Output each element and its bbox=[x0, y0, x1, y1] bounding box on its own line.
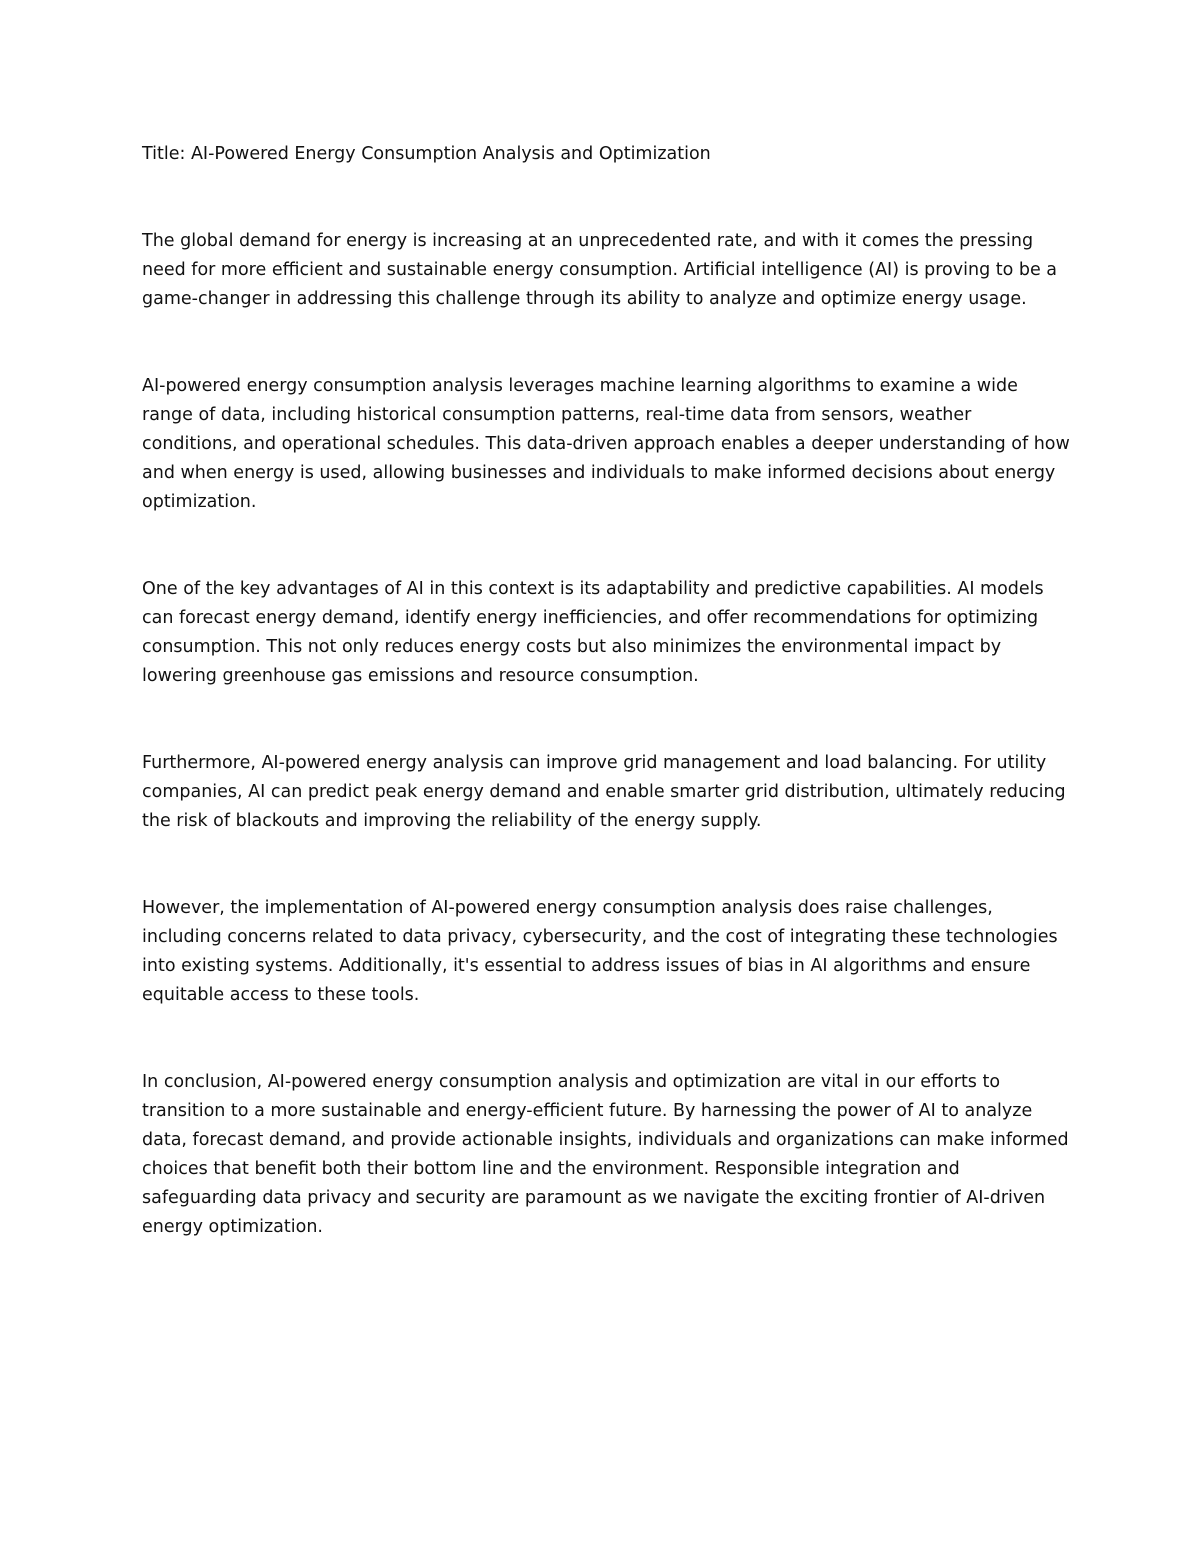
paragraph-conclusion: In conclusion, AI-powered energy consumption analysis and optimization are vital in our efforts to transition to a more sustainable and energy-efficient future. By harnessing the power of AI to analyze data, forecast demand, and provide actionable insights, individuals and organizations can make informed choices that benefit both their bottom line and the environment. Responsible integration and safeguarding data privacy and security are paramount as we navigate the exciting frontier of AI-driven energy optimization. bbox=[142, 1072, 1069, 1237]
paragraph-advantages: One of the key advantages of AI in this context is its adaptability and predictive capabilities. AI models can forecast energy demand, identify energy inefficiencies, and offer recommendations for optimizing consumption. This not only reduces energy costs but also minimizes the environmental impact by lowering greenhouse gas emissions and resource consumption. bbox=[142, 579, 1044, 686]
paragraph-analysis: AI-powered energy consumption analysis leverages machine learning algorithms to examine a wide range of data, including historical consumption patterns, real-time data from sensors, weather conditions, and operational schedules. This data-driven approach enables a deeper understanding of how and when energy is used, allowing businesses and individuals to make informed decisions about energy optimization. bbox=[142, 376, 1070, 512]
paragraph-grid-management: Furthermore, AI-powered energy analysis can improve grid management and load balancing. For utility companies, AI can predict peak energy demand and enable smarter grid distribution, ultimately reducing the risk of blackouts and improving the reliability of the energy supply. bbox=[142, 753, 1066, 831]
paragraph-intro: The global demand for energy is increasing at an unprecedented rate, and with it comes the pressing need for more efficient and sustainable energy consumption. Artificial intelligence (AI) is proving to be a game-changer in addressing this challenge through its ability to analyze and optimize energy usage. bbox=[142, 231, 1058, 309]
document-body bbox=[142, 140, 1072, 1300]
paragraph-challenges: However, the implementation of AI-powered energy consumption analysis does raise challenges, including concerns related to data privacy, cybersecurity, and the cost of integrating these technologies into existing systems. Additionally, it's essential to address issues of bias in AI algorithms and ensure equitable access to these tools. bbox=[142, 898, 1058, 1005]
document-title: Title: AI-Powered Energy Consumption Analysis and Optimization bbox=[142, 144, 711, 164]
